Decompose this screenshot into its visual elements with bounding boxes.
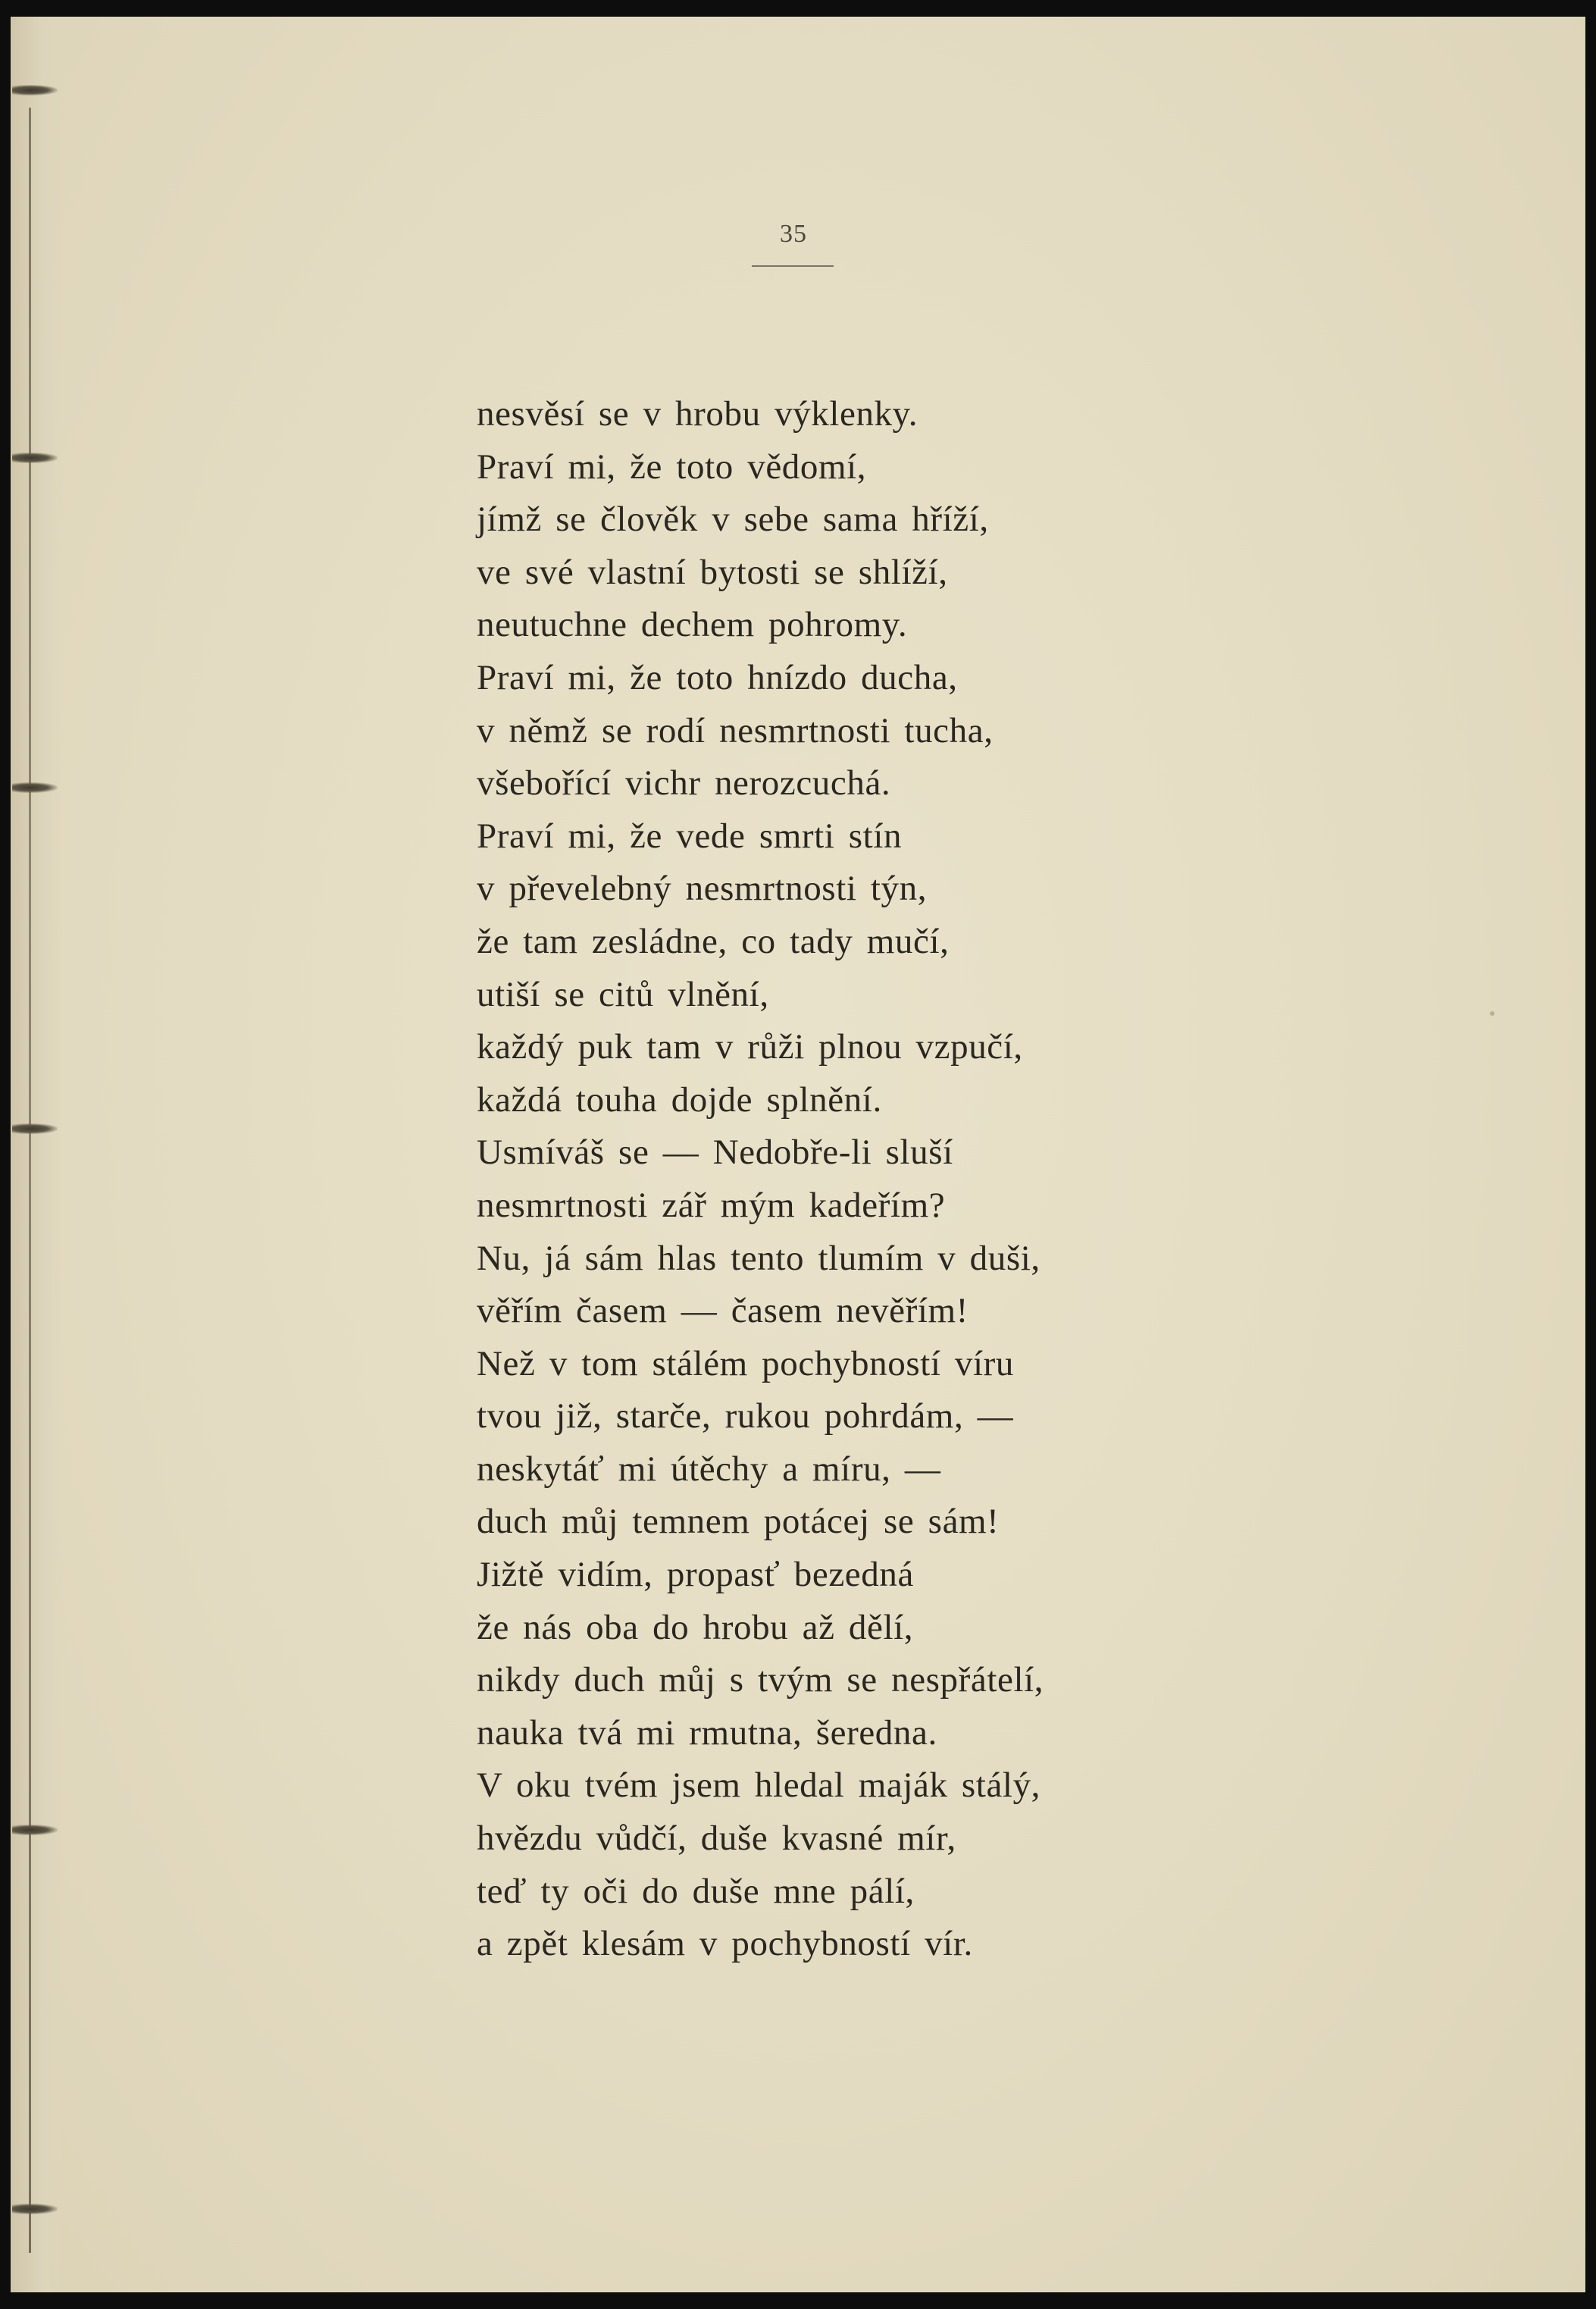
binding-thread	[29, 108, 31, 2253]
poem-line: nauka tvá mi rmutna, šeredna.	[477, 1712, 937, 1753]
poem-line: v převelebný nesmrtnosti týn,	[477, 869, 928, 909]
binding-stitch	[12, 453, 58, 463]
poem-line: věřím časem — časem nevěřím!	[477, 1291, 969, 1331]
poem-line: tvou již, starče, rukou pohrdám, —	[477, 1396, 1014, 1436]
poem-line: Praví mi, že vede smrti stín	[477, 816, 903, 856]
binding-stitch	[12, 1825, 58, 1835]
binding-stitch	[12, 85, 58, 96]
poem-line: Nu, já sám hlas tento tlumím v duši,	[477, 1238, 1041, 1278]
poem-line: že nás oba do hrobu až dělí,	[477, 1607, 914, 1647]
poem-line: nesvěsí se v hrobu výklenky.	[477, 394, 918, 434]
poem-line: utiší se citů vlnění,	[477, 974, 769, 1014]
poem-line: v němž se rodí nesmrtnosti tucha,	[477, 710, 994, 750]
poem-line: každý puk tam v růži plnou vzpučí,	[477, 1027, 1023, 1067]
poem-line: že tam zesládne, co tady mučí,	[477, 921, 950, 961]
poem-line: nesmrtnosti zář mým kadeřím?	[477, 1185, 946, 1225]
poem-line: duch můj temnem potácej se sám!	[477, 1502, 1000, 1542]
binding-stitch	[12, 2204, 58, 2214]
binding-gutter	[11, 17, 64, 2292]
poem-line: Než v tom stálém pochybností víru	[477, 1343, 1014, 1383]
paper-speck	[1490, 1011, 1494, 1016]
binding-stitch	[12, 782, 58, 793]
poem-line: všebořící vichr nerozcuchá.	[477, 763, 891, 804]
poem-line: neutuchne dechem pohromy.	[477, 605, 908, 645]
poem-line: a zpět klesám v pochybností vír.	[477, 1924, 973, 1964]
poem-line: každá touha dojde splnění.	[477, 1079, 882, 1120]
poem-line: Praví mi, že toto vědomí,	[477, 446, 867, 487]
poem-line: Praví mi, že toto hnízdo ducha,	[477, 657, 958, 697]
poem-text	[477, 388, 1386, 1971]
page-number-rule	[752, 265, 834, 267]
poem-line: hvězdu vůdčí, duše kvasné mír,	[477, 1819, 956, 1859]
poem-line: neskytáť mi útěchy a míru, —	[477, 1449, 941, 1489]
poem-line: ve své vlastní bytosti se shlíží,	[477, 552, 948, 592]
poem-line: Usmíváš se — Nedobře-li sluší	[477, 1133, 953, 1173]
poem-line: Jižtě vidím, propasť bezedná	[477, 1555, 914, 1595]
poem-line: nikdy duch můj s tvým se nespřátelí,	[477, 1660, 1044, 1700]
binding-stitch	[12, 1123, 58, 1134]
poem-line: V oku tvém jsem hledal maják stálý,	[477, 1765, 1041, 1806]
book-page	[11, 17, 1585, 2292]
poem-line: teď ty oči do duše mne pálí,	[477, 1871, 915, 1911]
poem-line: jímž se člověk v sebe sama hříží,	[477, 500, 989, 540]
page-number: 35	[780, 220, 807, 248]
